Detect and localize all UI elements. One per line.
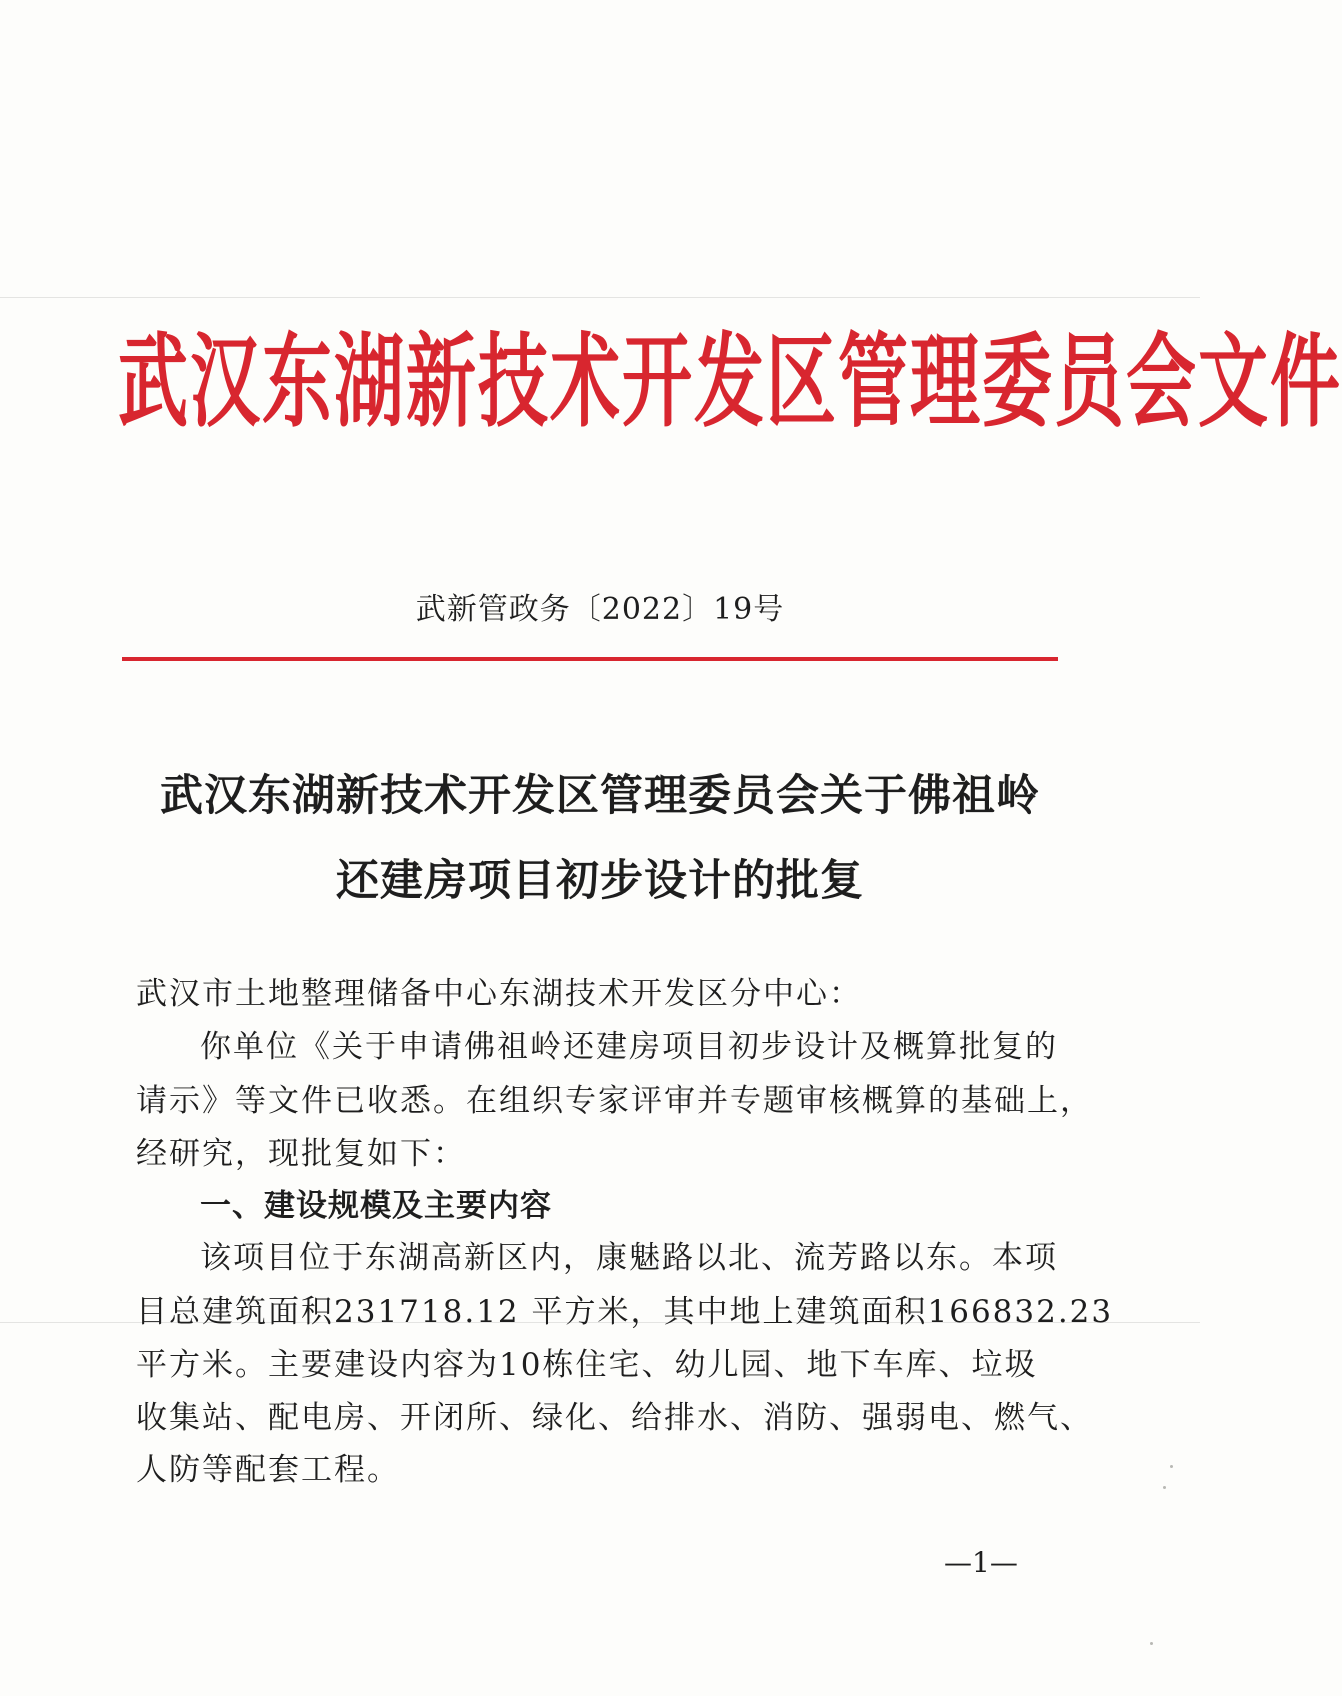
section-1-heading: 一、建设规模及主要内容 — [200, 1188, 552, 1224]
intro-line-2: 请示》等文件已收悉。在组织专家评审并专题审核概算的基础上， — [136, 1083, 1093, 1119]
document-title-line-1: 武汉东湖新技术开发区管理委员会关于佛祖岭 — [160, 771, 1040, 821]
intro-line-3: 经研究，现批复如下： — [136, 1136, 466, 1172]
document-number: 武新管政务〔2022〕19号 — [415, 592, 785, 627]
scan-speck — [1163, 1486, 1166, 1489]
section-1-line-5: 人防等配套工程。 — [136, 1452, 400, 1488]
addressee: 武汉市土地整理储备中心东湖技术开发区分中心： — [136, 976, 862, 1012]
section-1-line-2: 目总建筑面积231718.12 平方米，其中地上建筑面积166832.23 — [136, 1294, 1114, 1330]
section-1-line-4: 收集站、配电房、开闭所、绿化、给排水、消防、强弱电、燃气、 — [136, 1400, 1093, 1436]
section-1-line-3: 平方米。主要建设内容为10栋住宅、幼儿园、地下车库、垃圾 — [136, 1347, 1038, 1383]
document-title-line-2: 还建房项目初步设计的批复 — [336, 856, 864, 906]
red-header-title: 武汉东湖新技术开发区管理委员会文件 — [118, 322, 1342, 442]
intro-line-1: 你单位《关于申请佛祖岭还建房项目初步设计及概算批复的 — [200, 1029, 1058, 1065]
page-number: —1— — [944, 1546, 1018, 1579]
section-1-line-1: 该项目位于东湖高新区内，康魅路以北、流芳路以东。本项 — [200, 1240, 1058, 1276]
scan-speck — [1170, 1465, 1173, 1468]
red-divider-line — [122, 657, 1058, 661]
scan-speck — [1150, 1642, 1153, 1645]
